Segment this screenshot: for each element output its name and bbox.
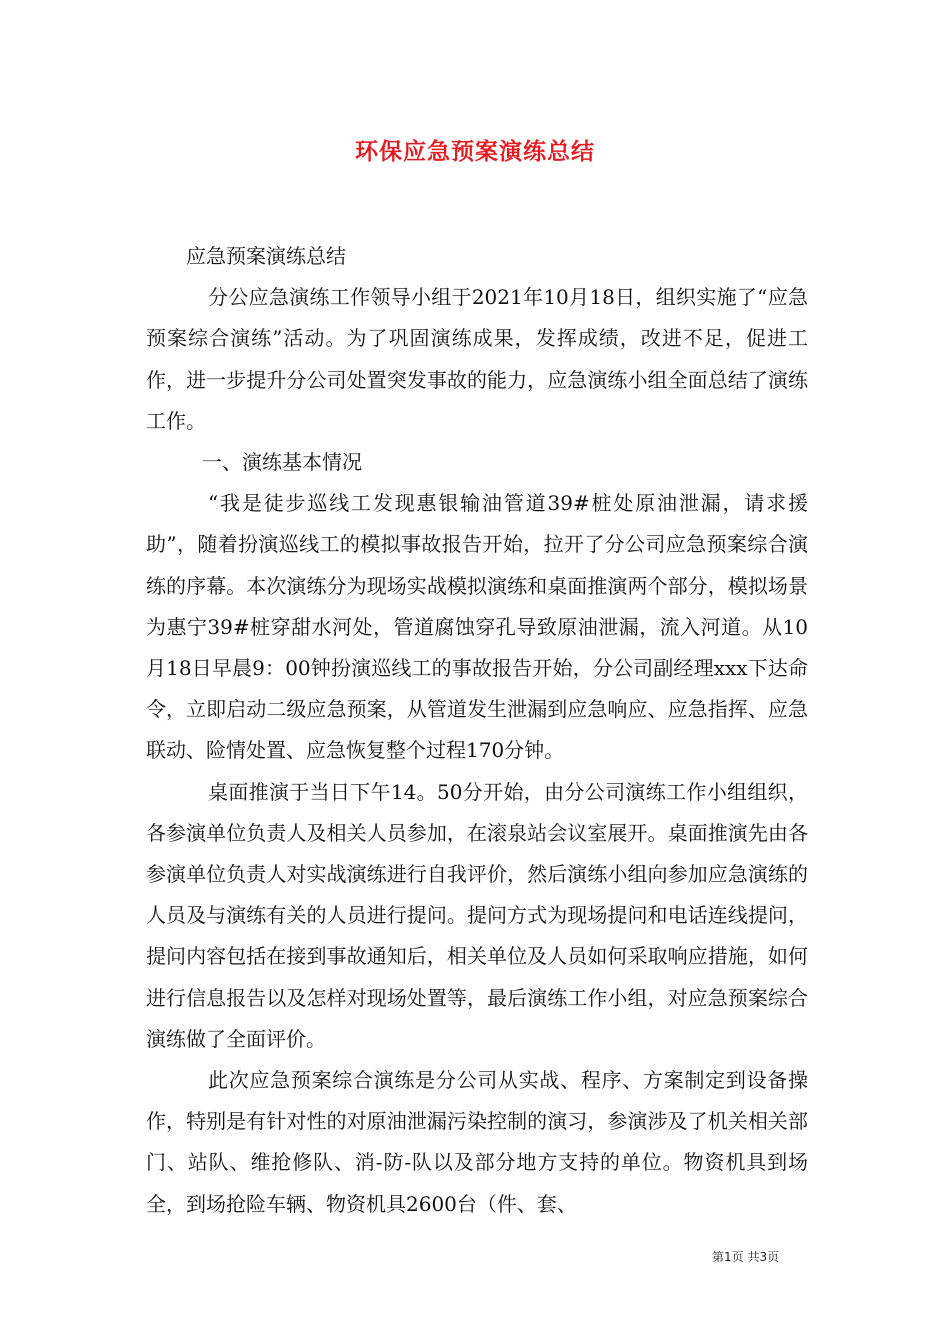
- document-title: 环保应急预案演练总结: [355, 139, 595, 165]
- section-heading: 一、演练基本情况: [202, 450, 362, 475]
- paragraph-summary: 此次应急预案综合演练是分公司从实战、程序、方案制定到设备操作，特别是有针对性的对原油泄漏污染控制的演习，参演涉及了机关相关部门、站队、维抢修队、消-防-队以及部分地方支持的单位。物资机具到场全，到场抢险车辆、物资机具2600台（件、套、: [146, 1068, 808, 1216]
- page-number: 第1页 共3页: [712, 1250, 780, 1264]
- paragraph-intro: 分公应急演练工作领导小组于2021年10月18日，组织实施了“应急预案综合演练”活动。为了巩固演练成果，发挥成绩，改进不足，促进工作，进一步提升分公司处置突发事故的能力，应急演练小组全面总结了演练工作。: [146, 285, 808, 433]
- paragraph-tabletop: 桌面推演于当日下午14。50分开始，由分公司演练工作小组组织，各参演单位负责人及相关人员参加，在滚泉站会议室展开。桌面推演先由各参演单位负责人对实战演练进行自我评价，然后演练小组向参加应急演练的人员及与演练有关的人员进行提问。提问方式为现场提问和电话连线提问，提问内容包括在接到事故通知后，相关单位及人员如何采取响应措施，如何进行信息报告以及怎样对现场处置等，最后演练工作小组，对应急预案综合演练做了全面评价。: [146, 779, 808, 1051]
- document-body: [146, 236, 808, 1225]
- paragraph-subtitle: 应急预案演练总结: [186, 244, 346, 268]
- paragraph-drill-start: “我是徒步巡线工发现惠银输油管道39#桩处原油泄漏，请求援助”，随着扮演巡线工的模拟事故报告开始，拉开了分公司应急预案综合演练的序幕。本次演练分为现场实战模拟演练和桌面推演两个部分，模拟场景为惠宁39#桩穿甜水河处，管道腐蚀穿孔导致原油泄漏，流入河道。从10月18日早晨9：00钟扮演巡线工的事故报告开始，分公司副经理xxx下达命令，立即启动二级应急预案，从管道发生泄漏到应急响应、应急指挥、应急联动、险情处置、应急恢复整个过程170分钟。: [146, 491, 808, 763]
